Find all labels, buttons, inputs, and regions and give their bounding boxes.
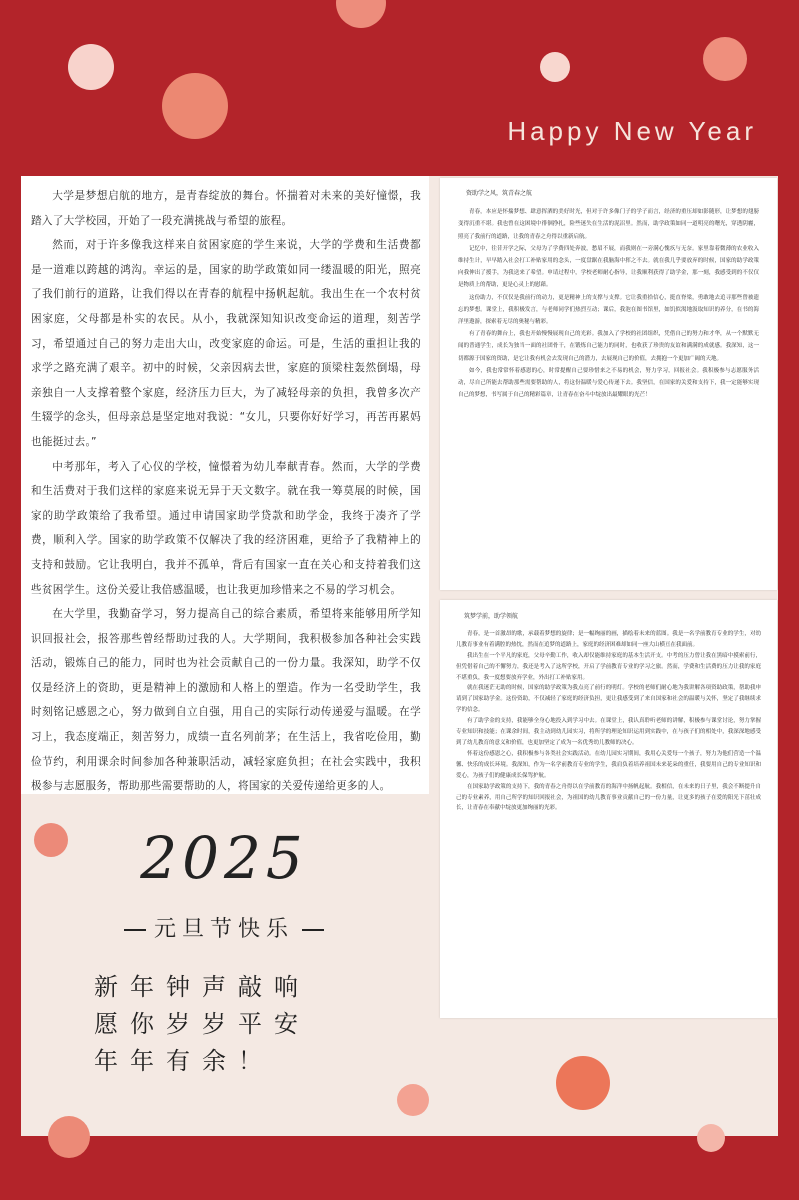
decor-dot xyxy=(397,1084,429,1116)
decor-dot xyxy=(703,37,747,81)
poem-line: 新年钟声敲响 xyxy=(94,973,310,1001)
decor-dot xyxy=(540,52,570,82)
document-paragraph: 记忆中，往昔开学之际，父母为了学费四处奔波，愁眉不展，而我则在一旁满心愧疚与无奈。家里靠着微薄的农业收入维持生计，早早踏入社会打工补贴家用的念头，一度盘踞在我脑海中挥之不去。就在我几乎要放弃的时候，国家的助学政策向我伸出了援手，为我送来了希望。申请过程中，学校老师耐心指导，让我顺利获得了助学金，那一刻，我感受到的不仅仅是物质上的帮助，更是心灵上的慰藉。 xyxy=(458,245,759,289)
document-paragraph: 如今，我也常常怀着感恩的心，时常提醒自己要珍惜来之不易的机会，努力学习，回报社会。我积极参与志愿服务活动，尽自己所能去帮助那些需要帮助的人，将这份温暖与爱心传递下去。我坚信，在国家的关爱和支持下，我一定能够实现自己的梦想，书写属于自己的精彩篇章，让青春在奋斗中绽放出最耀眼的光芒！ xyxy=(458,367,759,399)
document-paragraph: 有了青春的舞台上，我也开始慢慢展现自己的光彩。我加入了学校的社团组织，凭借自己的努力和才华，从一个默默无闻的普通学生，成长为独当一面的社团骨干，在锻炼自己能力的同时，也收获了珍贵的友谊和满满的成就感。我深知，这一切都源于国家的资助，是它让我有机会去发现自己的潜力，去展现自己的价值，去拥抱一个更加广阔的天地。 xyxy=(458,331,759,362)
document-paragraph: 在国家助学政策的支持下，我的青春之舟得以在学前教育的海洋中扬帆起航。我相信，在未来的日子里，我会不断提升自己的专业素养，用自己所学的知识回报社会，为祖国的幼儿教育事业贡献自己的一份力量，让更多的孩子在爱的阳光下茁壮成长，让青春在奉献中绽放更加绚丽的光彩。 xyxy=(456,783,761,812)
document-right-bottom xyxy=(440,600,777,1018)
document-paragraph: 青春，是一首激昂的歌，承载着梦想的旋律；是一幅绚丽的画，描绘着未来的蓝图。我是一名学前教育专业的学生，对幼儿教育事业有着满腔的热忱，然而在追梦的道路上，家庭的经济困难却如同一座大山横亘在我面前。 xyxy=(456,630,761,648)
document-paragraph: 这份助力，不仅仅是我前行的动力，更是精神上的支撑与支撑。它让我重拾信心，挺直脊梁，勇敢地去追寻那些曾被遗忘的梦想。课堂上，我积极发言，与老师同学们热烈互动；课后，我泡在图书馆里，如饥似渴地汲取知识的养分，在书的海洋里遨游，探索着无尽的奥秘与精彩。 xyxy=(458,294,759,326)
decor-dot xyxy=(68,44,114,90)
decor-dot xyxy=(697,1124,725,1152)
document-paragraph: 在大学里，我勤奋学习，努力提高自己的综合素质，希望将来能够用所学知识回报社会，报答那些曾经帮助过我的人。大学期间，我积极参加各种社会实践活动，锻炼自己的能力，同时也为社会贡献自己的一份力量。我深知，助学不仅仅是经济上的资助，更是精神上的激励和人格上的塑造。作为一名受助学生，我时刻铭记感恩之心，努力做到自立自强，用自己的实际行动传递爱与温暖。在学习上，我态度端正，刻苦努力，成绩一直名列前茅；在生活上，我省吃俭用，勤俭节约，利用课余时间参加各种兼职活动，减轻家庭负担；在社会实践中，我积极参与志愿服务，帮助那些需要帮助的人，将国家的关爱传递给更多的人。 xyxy=(31,608,421,793)
document-paragraph: 大学是梦想启航的地方，是青春绽放的舞台。怀揣着对未来的美好憧憬，我踏入了大学校园，开始了一段充满挑战与希望的旅程。 xyxy=(31,190,421,227)
document-paragraph: 中考那年，考入了心仪的学校，憧憬着为幼儿奉献青春。然而，大学的学费和生活费对于我们这样的家庭来说无异于天文数字。就在我一筹莫展的时候，国家的助学政策给了我希望。通过申请国家助学贷款和助学金，我终于凑齐了学费，顺利入学。国家的助学政策不仅解决了我的经济困难，更给予了我精神上的支持和鼓励。它让我明白，我并不孤单，背后有国家一直在关心和支持着我们这些贫困学生。这份关爱让我倍感温暖，也让我更加珍惜来之不易的学习机会。 xyxy=(31,460,421,596)
document-paragraph: 就在我迷茫无助的时候，国家的助学政策为我点亮了前行的明灯。学校的老师们耐心地为我讲解各项资助政策，帮助我申请到了国家助学金。这份资助，不仅减轻了家庭的经济负担，更让我感受到了来自国家和社会的温暖与关怀，坚定了我继续求学的信念。 xyxy=(456,685,761,714)
document-paragraph: 有了助学金的支持，我能够全身心地投入到学习中去。在课堂上，我认真聆听老师的讲解，积极参与课堂讨论，努力掌握专业知识和技能；在课余时间，我主动到幼儿园实习，将所学的理论知识运用到实践中，在与孩子们的相处中，我深深地感受到了幼儿教育的意义和价值，也更加坚定了成为一名优秀幼儿教师的决心。 xyxy=(456,718,761,746)
decor-dot xyxy=(162,73,228,139)
happy-new-year-banner: Happy New Year xyxy=(507,116,757,146)
poem-line: 愿你岁岁平安 xyxy=(94,1010,310,1038)
decor-dot xyxy=(34,823,68,857)
festival-line xyxy=(84,912,364,943)
festival-text: 元旦节快乐 xyxy=(153,917,294,942)
document-paragraph: 怀着这份感恩之心，我积极参与各类社会实践活动。在幼儿园实习期间，我用心关爱每一个孩子，努力为他们营造一个温馨、快乐的成长环境。我深知，作为一名学前教育专业的学生，我肩负着培养祖国未来花朵的重任，我要用自己的专业知识和爱心，为孩子们的健康成长保驾护航。 xyxy=(456,750,761,779)
dash-left xyxy=(124,929,146,931)
poem xyxy=(94,969,384,1080)
document-paragraph: 青春，本应是怀揣梦想、肆意挥洒的美好时光，但对于许多像门子的学子而言，经济的重压却如影随形，让梦想的翅膀变得沉重不堪。我也曾在这困境中徘徊挣扎，险些迷失在生活的泥沼里。然而，助学政策如同一道明亮的曙光，穿透阴霾，照亮了我前行的道路，让我的青春之舟得以重新启航。 xyxy=(458,209,759,240)
document-paragraph: 我出生在一个平凡的家庭，父母辛勤工作，收入却仅能维持家庭的基本生活开支。中考的压力曾让我在黑暗中摸索前行，但凭借着自己的不懈努力，我还是考入了这所学校，开启了学前教育专业的学习之旅。然而，学费和生活费的压力让我的家庭不堪重负，我一度想要放弃学业，外出打工补贴家用。 xyxy=(456,652,761,681)
year-heading: 2025 xyxy=(140,824,308,892)
greeting-card xyxy=(84,824,384,1080)
document-title: 筑梦学前，助学领航 xyxy=(464,613,519,620)
document-paragraph: 然而，对于许多像我这样来自贫困家庭的学生来说，大学的学费和生活费都是一道难以跨越的鸿沟。幸运的是，国家的助学政策如同一缕温暖的阳光，照亮了我们前行的道路，让我们得以在青春的航程中扬帆起航。我出生在一个农村贫困家庭，父母都是朴实的农民。从小，我就深知知识改变命运的道理，刻苦学习，希望通过自己的努力走出大山，改变家庭的命运。可是，生活的重担让我的求学之路充满了艰辛。初中的时候，父亲因病去世，家庭的顶梁柱轰然倒塌，母亲独自一人支撑着整个家庭，经济压力巨大，为了减轻母亲的负担，我曾多次产生辍学的念头，但母亲总是坚定地对我说：“女儿，只要你好好学习，再苦再累妈也能挺过去。” xyxy=(31,239,421,448)
dash-right xyxy=(302,929,324,931)
decor-dot xyxy=(48,1116,90,1158)
decor-dot xyxy=(336,0,386,28)
decor-dot xyxy=(556,1056,610,1110)
document-right-top xyxy=(440,178,777,590)
poem-line: 年年有余！ xyxy=(94,1047,274,1075)
document-title: 资助学之风，筑青春之航 xyxy=(466,190,533,197)
document-left xyxy=(21,176,429,794)
